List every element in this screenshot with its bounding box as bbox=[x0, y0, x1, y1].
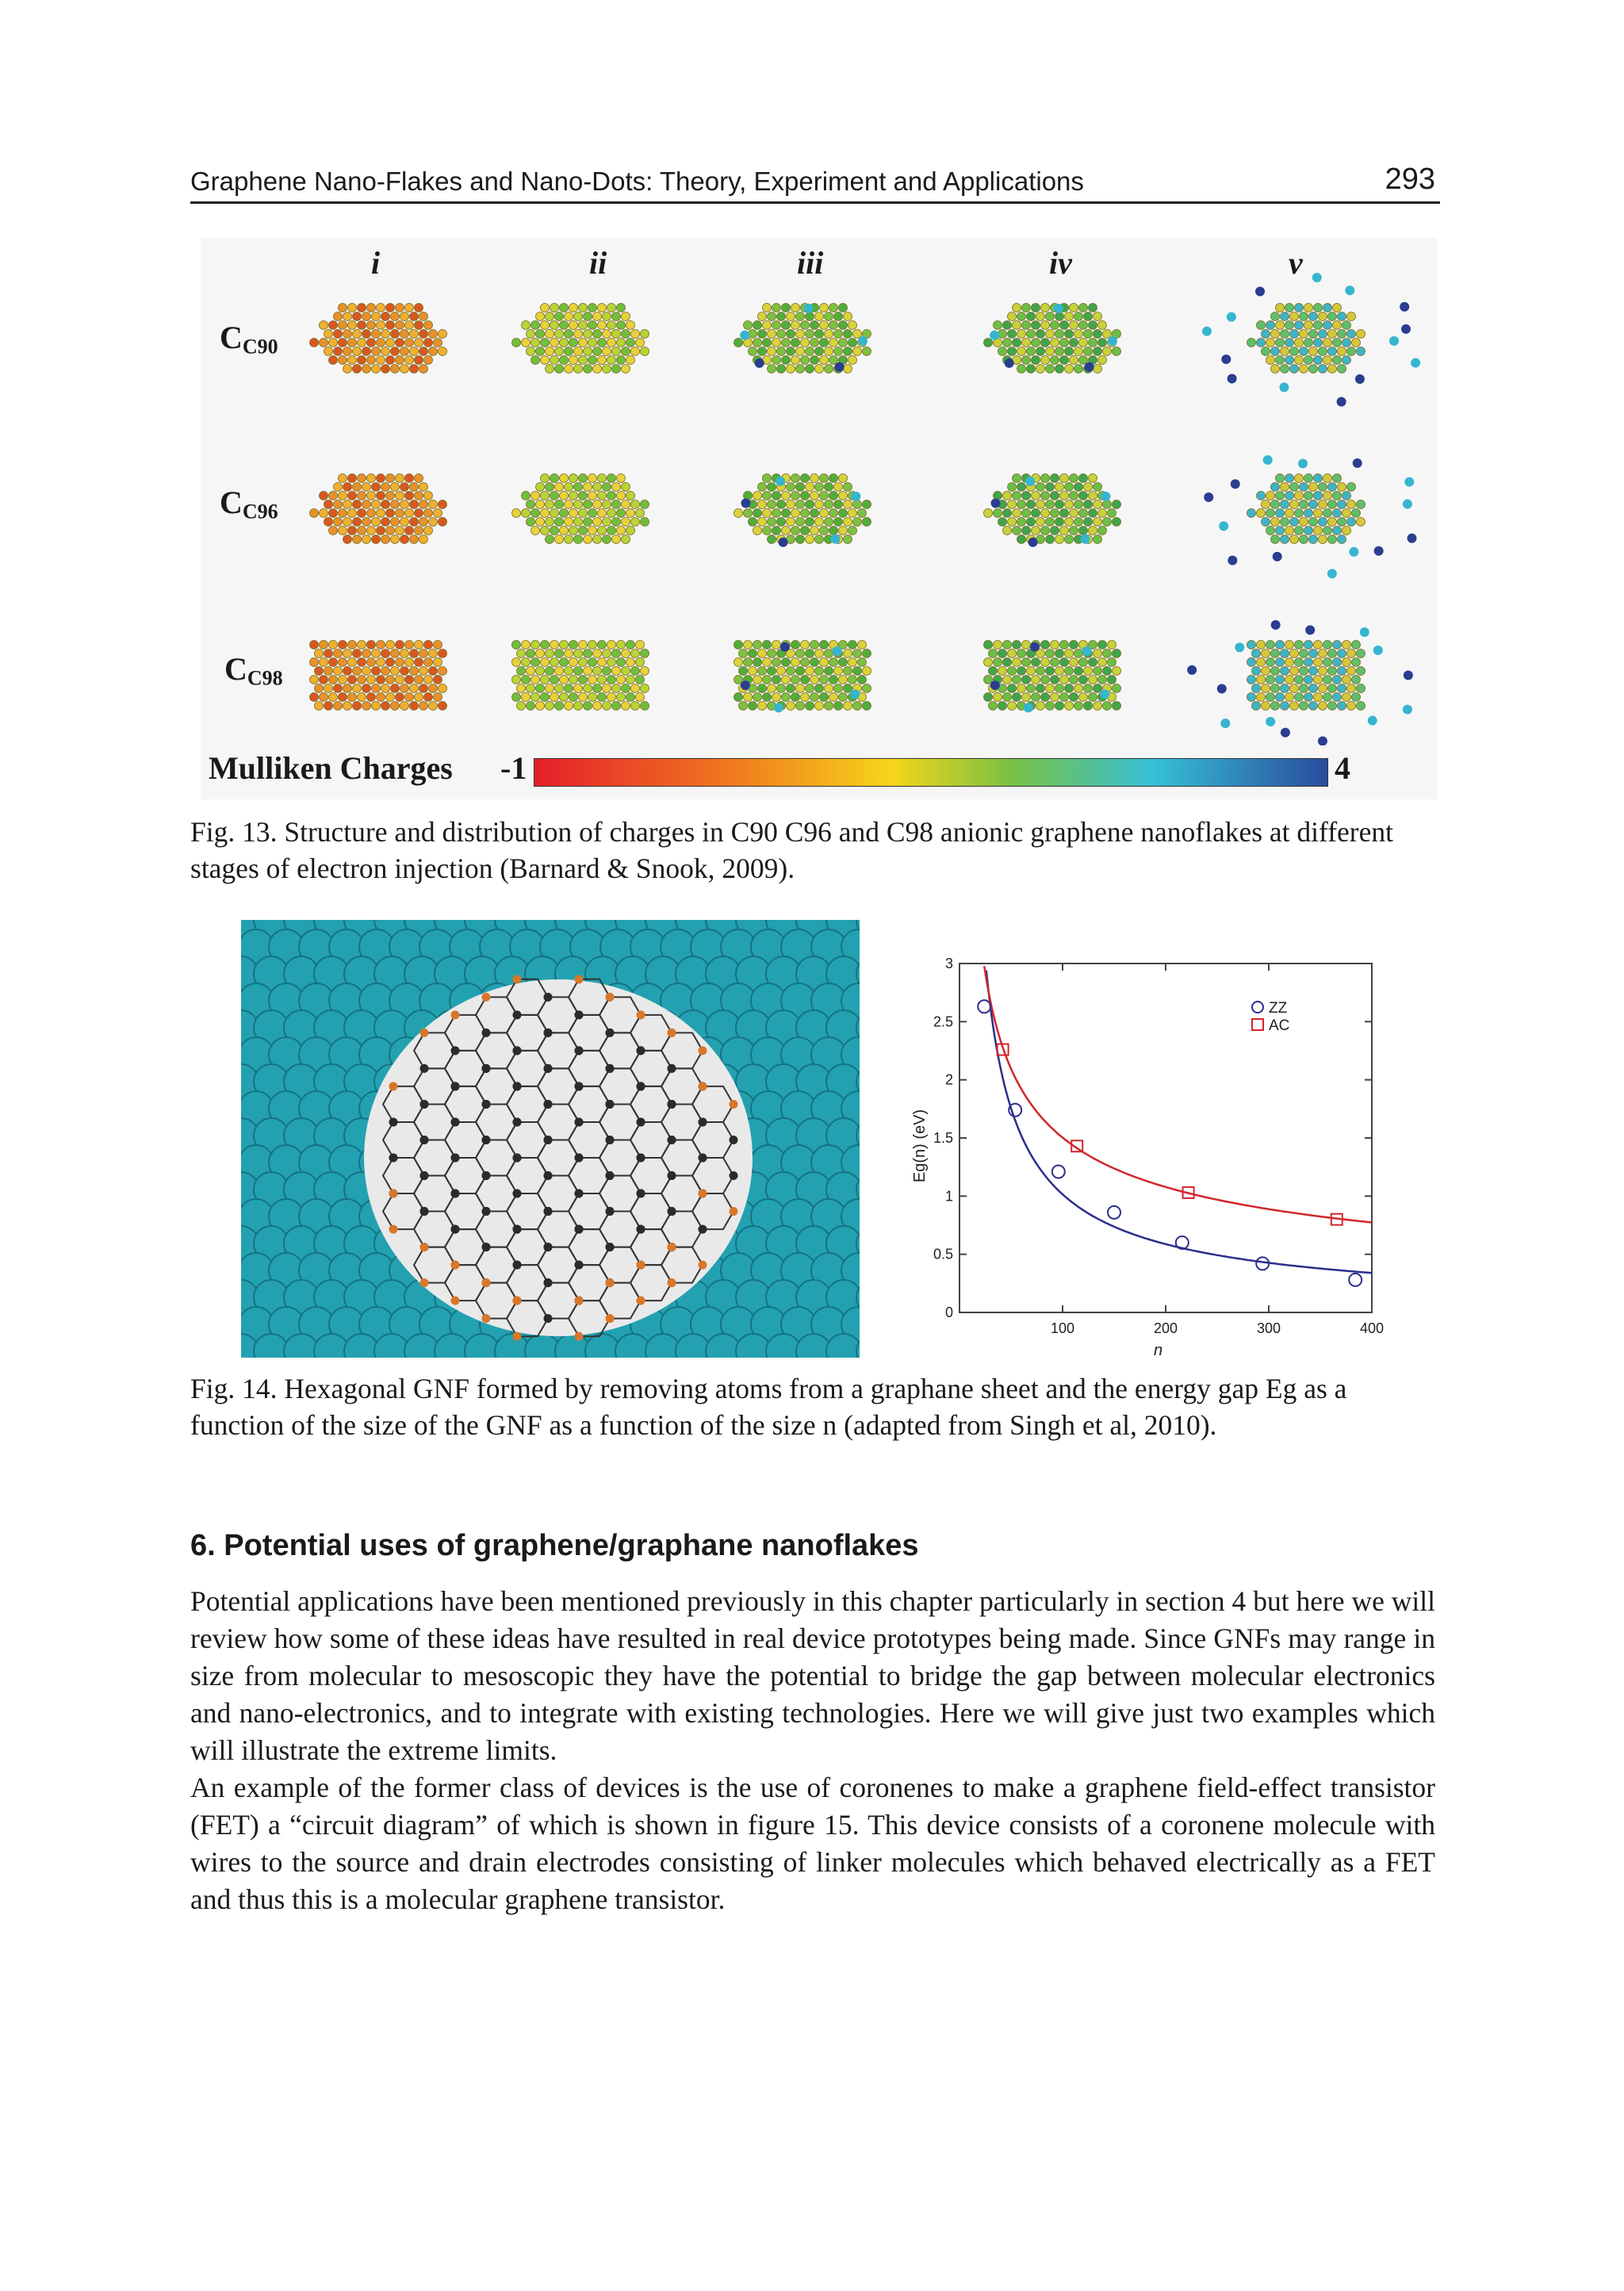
row-label-c96-text: C96 bbox=[242, 500, 278, 523]
y-tick-label-4: 2 bbox=[944, 1071, 953, 1088]
nanoflake-r2-c1 bbox=[310, 474, 447, 544]
y-tick-label-1: 0.5 bbox=[933, 1246, 953, 1262]
colorbar-min: -1 bbox=[500, 750, 527, 786]
figure-13 bbox=[201, 238, 1438, 799]
y-tick-label-6: 3 bbox=[944, 956, 953, 971]
x-tick-label-2: 300 bbox=[1256, 1320, 1281, 1336]
figure-14-flake-image bbox=[241, 920, 860, 1358]
nanoflake-grid bbox=[201, 238, 1438, 745]
nanoflake-r2-c4 bbox=[984, 474, 1121, 547]
page-number: 293 bbox=[1385, 163, 1435, 196]
x-tick-label-3: 400 bbox=[1359, 1320, 1385, 1336]
graphane-sheet-illustration bbox=[241, 920, 860, 1358]
running-title: Graphene Nano-Flakes and Nano-Dots: Theory, Experiment and Applications bbox=[190, 167, 1084, 196]
colorbar-label: Mulliken Charges bbox=[209, 750, 453, 786]
mulliken-colorbar bbox=[534, 758, 1328, 787]
y-axis-label: Eg(n) (eV) bbox=[911, 1109, 929, 1183]
paragraph-2: An example of the former class of devices is the use of coronenes to make a graphene field-effect transistor (FET) a “circuit diagram” of which is shown in figure 15. This device consists of a coronene molecule with wires to the source and drain electrodes consisting of linker molecules which behaved electrically as a FET and thus this is a molecular graphene transistor. bbox=[190, 1772, 1435, 1915]
figure-14-caption-text: Fig. 14. Hexagonal GNF formed by removing atoms from a graphane sheet and the energy gap Eg as a function of the size of the GNF as a function of the size n (adapted from Singh et al, 2010). bbox=[190, 1373, 1347, 1441]
legend-marker-zz bbox=[1252, 1002, 1263, 1013]
figure-13-caption-text: Fig. 13. Structure and distribution of charges in C90 C96 and C98 anionic graphene nanoflakes at different stages of electron injection (Barnard & Snook, 2009). bbox=[190, 816, 1393, 884]
row-label-c98-text: C98 bbox=[247, 666, 283, 690]
paragraph-1: Potential applications have been mentioned previously in this chapter particularly in section 4 but here we will review how some of these ideas have resulted in real device prototypes being made. Since GNFs may range in size from molecular to mesoscopic they have the potential to bridge the gap between molecular electronics and nano-electronics, and to integrate with existing technologies. Here we will give just two examples which will illustrate the extreme limits. bbox=[190, 1585, 1435, 1766]
y-tick-label-2: 1 bbox=[944, 1188, 953, 1205]
running-header bbox=[190, 163, 1440, 204]
legend-label-ac: AC bbox=[1269, 1017, 1290, 1034]
nanoflake-r3-c3 bbox=[734, 641, 871, 713]
point-zz-3 bbox=[1108, 1206, 1120, 1219]
y-tick-label-5: 2.5 bbox=[933, 1013, 953, 1030]
nanoflake-r1-c4 bbox=[984, 304, 1121, 374]
figure-13-caption bbox=[190, 814, 1443, 887]
nanoflake-r1-c5 bbox=[1202, 273, 1420, 407]
y-tick-label-0: 0 bbox=[944, 1304, 953, 1320]
nanoflake-r2-c3 bbox=[734, 474, 871, 547]
nanoflake-r1-c2 bbox=[512, 304, 649, 374]
figure-14-caption bbox=[190, 1370, 1443, 1443]
nanoflake-r3-c1 bbox=[310, 641, 447, 711]
column-label-ii: ii bbox=[589, 245, 607, 281]
row-label-c90-text: C90 bbox=[242, 335, 278, 358]
section-body bbox=[190, 1583, 1435, 1918]
column-label-iv: iv bbox=[1049, 245, 1072, 281]
row-label-c98: $C_{C98}$ bbox=[224, 651, 283, 690]
section-heading: 6. Potential uses of graphene/graphane nanoflakes bbox=[190, 1529, 919, 1562]
row-label-c90: $C_{C90}$ bbox=[220, 320, 278, 358]
legend-label-zz: ZZ bbox=[1269, 1000, 1288, 1017]
energy-gap-plot bbox=[896, 948, 1388, 1360]
nanoflake-r3-c4 bbox=[984, 641, 1121, 713]
nanoflake-r1-c3 bbox=[734, 304, 871, 374]
figure-14-energy-gap-chart bbox=[896, 948, 1388, 1360]
nanoflake-r3-c5 bbox=[1187, 620, 1413, 745]
x-axis-label: n bbox=[1154, 1342, 1163, 1359]
point-zz-2 bbox=[1052, 1166, 1065, 1178]
column-label-iii: iii bbox=[797, 245, 824, 281]
nanoflake-r2-c5 bbox=[1204, 455, 1416, 578]
nanoflake-r2-c2 bbox=[512, 474, 649, 544]
point-zz-4 bbox=[1176, 1236, 1189, 1249]
point-zz-6 bbox=[1349, 1274, 1362, 1286]
y-tick-label-3: 1.5 bbox=[933, 1130, 953, 1146]
nanoflake-r1-c1 bbox=[310, 304, 447, 374]
x-tick-label-0: 100 bbox=[1050, 1320, 1075, 1336]
colorbar-max: 4 bbox=[1335, 750, 1350, 786]
column-label-v: v bbox=[1289, 245, 1303, 281]
row-label-c96: $C_{C96}$ bbox=[220, 485, 278, 523]
x-tick-label-1: 200 bbox=[1153, 1320, 1178, 1336]
column-label-i: i bbox=[371, 245, 381, 281]
nanoflake-r3-c2 bbox=[512, 641, 649, 711]
fit-curve-ac bbox=[984, 966, 1372, 1222]
point-zz-0 bbox=[978, 1000, 990, 1013]
chart-legend bbox=[1252, 1000, 1289, 1034]
legend-marker-ac bbox=[1252, 1019, 1263, 1030]
